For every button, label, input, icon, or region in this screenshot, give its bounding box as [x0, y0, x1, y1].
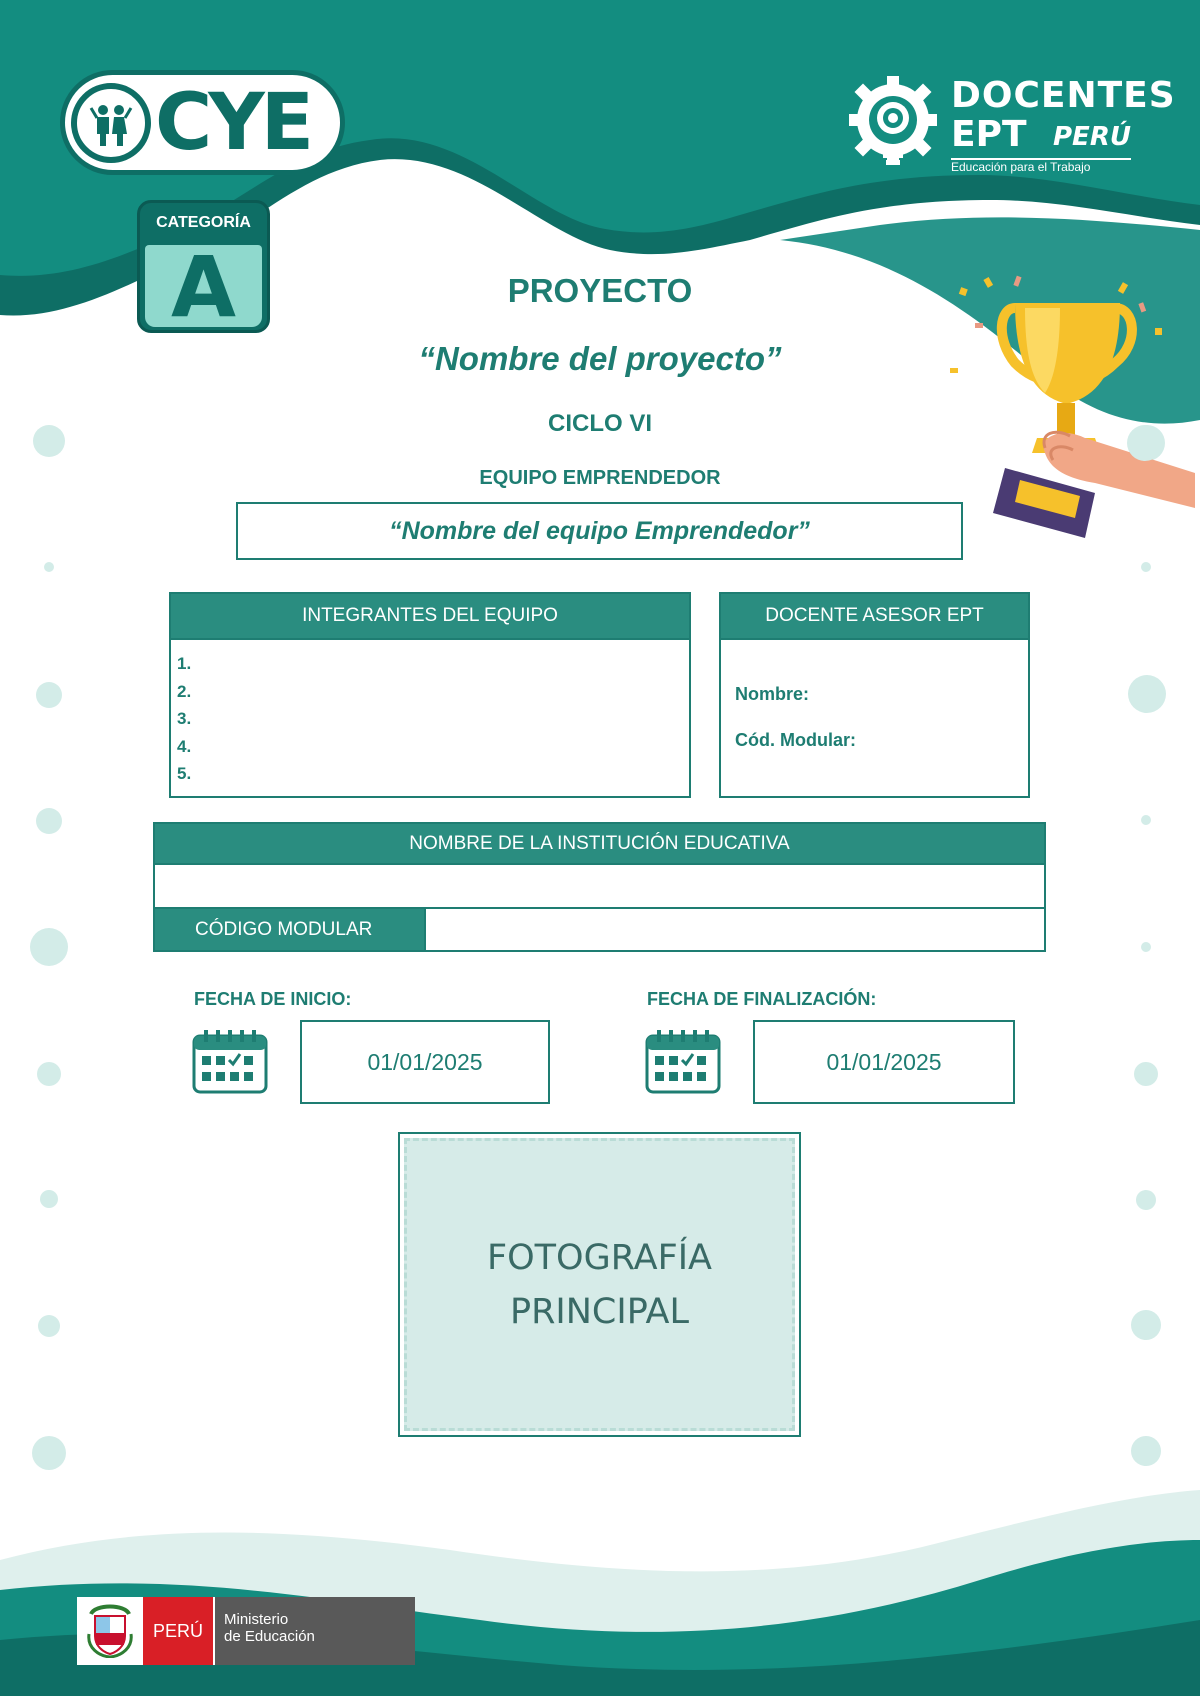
decor-dot: [1136, 1190, 1156, 1210]
team-name-box[interactable]: [236, 502, 963, 560]
members-table: [169, 592, 691, 798]
members-header: INTEGRANTES DEL EQUIPO: [169, 592, 691, 640]
calendar-icon: [192, 1028, 268, 1094]
decor-dot: [1141, 562, 1151, 572]
institution-table: [153, 822, 1046, 952]
decor-dot: [36, 682, 62, 708]
docentes-logo-line1: DOCENTES: [951, 75, 1176, 116]
cye-logo: [60, 70, 345, 175]
coat-of-arms-icon: [77, 1597, 143, 1665]
category-badge: [137, 200, 270, 333]
member-item: 3.: [177, 709, 192, 728]
start-date-field[interactable]: [300, 1020, 550, 1104]
decor-dot: [37, 1062, 61, 1086]
photo-label-line1: FOTOGRAFÍA: [487, 1237, 712, 1278]
cycle-label: CICLO VI: [547, 410, 652, 437]
member-item: 4.: [177, 736, 192, 756]
advisor-code-label: Cód. Modular:: [735, 730, 856, 750]
member-item: 5.: [177, 764, 192, 783]
project-heading: PROYECTO: [507, 272, 693, 309]
decor-dot: [30, 928, 68, 966]
end-date-field[interactable]: [753, 1020, 1015, 1104]
institution-name-field[interactable]: [153, 865, 1046, 909]
photo-label-line2: PRINCIPAL: [510, 1291, 689, 1332]
category-letter: A: [145, 245, 262, 327]
decor-dot: [38, 1315, 60, 1337]
advisor-body[interactable]: [719, 640, 1030, 798]
start-date-label: FECHA DE INICIO:: [194, 989, 352, 1009]
category-label: CATEGORÍA: [156, 214, 251, 231]
team-name: “Nombre del equipo Emprendedor”: [389, 516, 810, 545]
institution-header: NOMBRE DE LA INSTITUCIÓN EDUCATIVA: [153, 822, 1046, 865]
decor-dot: [32, 1436, 66, 1470]
decor-dot: [1141, 942, 1151, 952]
advisor-table: [719, 592, 1030, 798]
gear-bulb-icon: [843, 72, 943, 172]
decor-dot: [1131, 1436, 1161, 1466]
advisor-header: DOCENTE ASESOR EPT: [719, 592, 1030, 640]
modular-code-field[interactable]: [426, 909, 1046, 952]
decor-dot: [44, 562, 54, 572]
member-item: 2.: [177, 681, 192, 701]
modular-code-label: CÓDIGO MODULAR: [153, 909, 426, 952]
main-photo-placeholder[interactable]: [398, 1132, 801, 1437]
minedu-ministry-line1: Ministerio: [224, 1611, 289, 1628]
kids-icon: [71, 83, 151, 163]
decor-dot: [36, 808, 62, 834]
team-label: EQUIPO EMPRENDEDOR: [479, 467, 721, 489]
member-item: 1.: [177, 654, 192, 673]
decor-dot: [1131, 1310, 1161, 1340]
calendar-icon: [645, 1028, 721, 1094]
trophy-illustration: [945, 268, 1195, 548]
start-date-value: 01/01/2025: [367, 1048, 483, 1075]
docentes-logo-line2: EPT: [951, 114, 1027, 155]
decor-dot: [33, 425, 65, 457]
end-date-label: FECHA DE FINALIZACIÓN:: [647, 989, 877, 1009]
docentes-logo-tagline: Educación para el Trabajo: [951, 160, 1091, 174]
end-date-value: 01/01/2025: [826, 1048, 942, 1075]
decor-dot: [1141, 815, 1151, 825]
project-name: “Nombre del proyecto”: [418, 340, 782, 377]
docentes-logo-line3: PERÚ: [1053, 122, 1131, 152]
minedu-ministry-line2: de Educación: [224, 1628, 315, 1645]
cye-logo-text: CYE: [155, 77, 311, 168]
minedu-country: PERÚ: [143, 1597, 213, 1665]
members-list[interactable]: [169, 640, 691, 798]
docentes-ept-logo: [843, 70, 1176, 175]
advisor-name-label: Nombre:: [735, 684, 810, 704]
minedu-logo: [77, 1597, 415, 1665]
decor-dot: [1128, 675, 1166, 713]
decor-dot: [40, 1190, 58, 1208]
decor-dot: [1134, 1062, 1158, 1086]
